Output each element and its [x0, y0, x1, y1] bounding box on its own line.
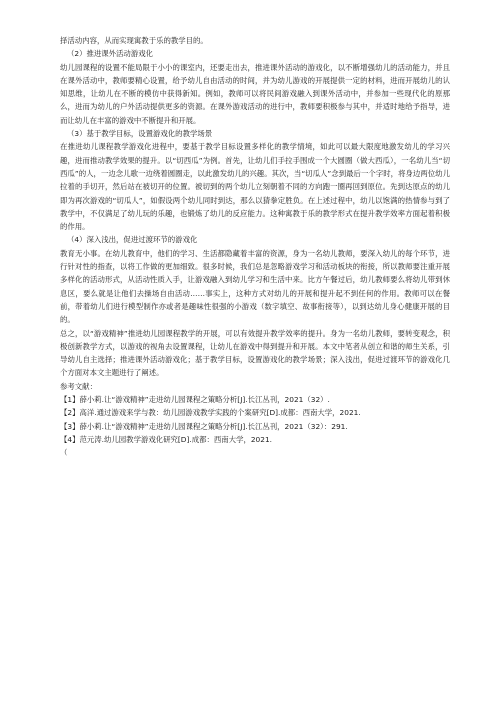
intro-tail-paragraph: 择活动内容，从而实现寓教于乐的教学目的。	[60, 36, 208, 45]
reference-item-3: 【3】薛小莉.让“游戏精神”走进幼儿园课程之策略分析[J].长江丛刊，2021（32）：291.	[60, 421, 348, 431]
section2-heading: （2）推进课外活动游戏化	[67, 49, 154, 59]
references-title: 参考文献：	[60, 381, 97, 391]
conclusion-paragraph: 总之，以“游戏精神”推进幼儿园课程教学的开展，可以有效提升教学效率的提升。身为一名幼儿教师，要转变观念，积极创新教学方式，以游戏的视角去设置课程，让幼儿在游戏中得到提升和开展。本文中笔者从创立和谐的师生关系，引导幼儿自主选择；推进课外活动游戏化；基于教学目标，设置游戏化的教学场景；深入浅出，促进过渡环节的游戏化几个方面对本文主题进行了阐述。	[60, 328, 450, 378]
document-page	[60, 34, 450, 460]
section4-heading: （4）深入浅出，促进过渡环节的游戏化	[67, 235, 198, 245]
section2-paragraph: 幼儿园课程的设置不能局限于小小的课室内，还要走出去，推进课外活动的游戏化，以不断增强幼儿的活动能力，并且在课外活动中，教师要精心设置，给予幼儿自由活动的时间，并为幼儿游戏的开展提供一定的材料，进而开展幼儿的认知思维，让幼儿在不断的模仿中获得新知。例如，教师可以将民间游戏融入到课外活动中，并参加一些现代化的原那么，进而为幼儿的户外活动提供更多的资源。在课外游戏活动的进行中，教师要积极参与其中，并适时地给予指导，进而让幼儿在丰富的游戏中不断提升和开展。	[60, 62, 450, 125]
section4-paragraph-1: 教育无小事。在幼儿教育中，他们的学习、生活都隐藏着丰富的资源，身为一名幼儿教师，要深入幼儿的每个环节，进行针对性的指查，以将工作做的更加细致。很多时候，我们总是忽略游戏学习和活动板块的衔接，所以教师要注重开展多样化的活动形式，从活动性质入手，让游戏融入到幼儿学习和生活中来。比方午餐过后，幼儿教师要么将幼儿带到休息区，要么就是让他们去操场自由活动……事实上，这种方式对幼儿的开展和提升起不到任何的作用。教师可以在餐前，带着幼儿们进行模型制作亦或者是趣味性很强的小游戏（数字填空、故事衔接等），以到达幼儿身心健康开展的目的。	[60, 248, 450, 325]
reference-item-2: 【2】高洋.通过游戏来学与教：幼儿园游戏教学实践的个案研究[D].成都：西南大学，2021.	[60, 408, 361, 418]
reference-item-4: 【4】范元涛.幼儿园教学游戏化研究[D].成都：西南大学，2021.	[60, 434, 273, 444]
section3-heading: （3）基于教学目标，设置游戏化的教学场景	[67, 129, 213, 139]
section3-paragraph: 在推进幼儿课程教学游戏化进程中，要基于教学目标设置多样化的教学情境，如此可以最大限度地激发幼儿的学习兴趣，进而推动教学效果的提升。以“切西瓜”为例。首先，让幼儿们手拉手围成一个大圆圈（做大西瓜），一名幼儿当“切西瓜”的人，一边念儿歌一边绕着圆圈走，以此激发幼儿的兴趣。其次，当“切瓜人”念到最后一个字时，将身边两位幼儿拉着的手切开，然后站在被切开的位置。被切到的两个幼儿立刻朝着不同的方向跑一圈再回到原位。先到达原点的幼儿即为再次游戏的“切瓜人”，如假设两个幼儿同时到达，那么以猜拳定胜负。在上述过程中，幼儿以饱满的热情参与到了教学中，不仅满足了幼儿玩的乐趣，也锻炼了幼儿的反应能力。这种寓教于乐的教学形式在提升教学效率方面起着积极的作用。	[60, 142, 450, 232]
reference-item-1: 【1】薛小莉.让“游戏精神”走进幼儿园课程之策略分析[J].长江丛刊，2021（32）.	[60, 395, 330, 405]
trailing-bracket: （	[60, 448, 68, 458]
